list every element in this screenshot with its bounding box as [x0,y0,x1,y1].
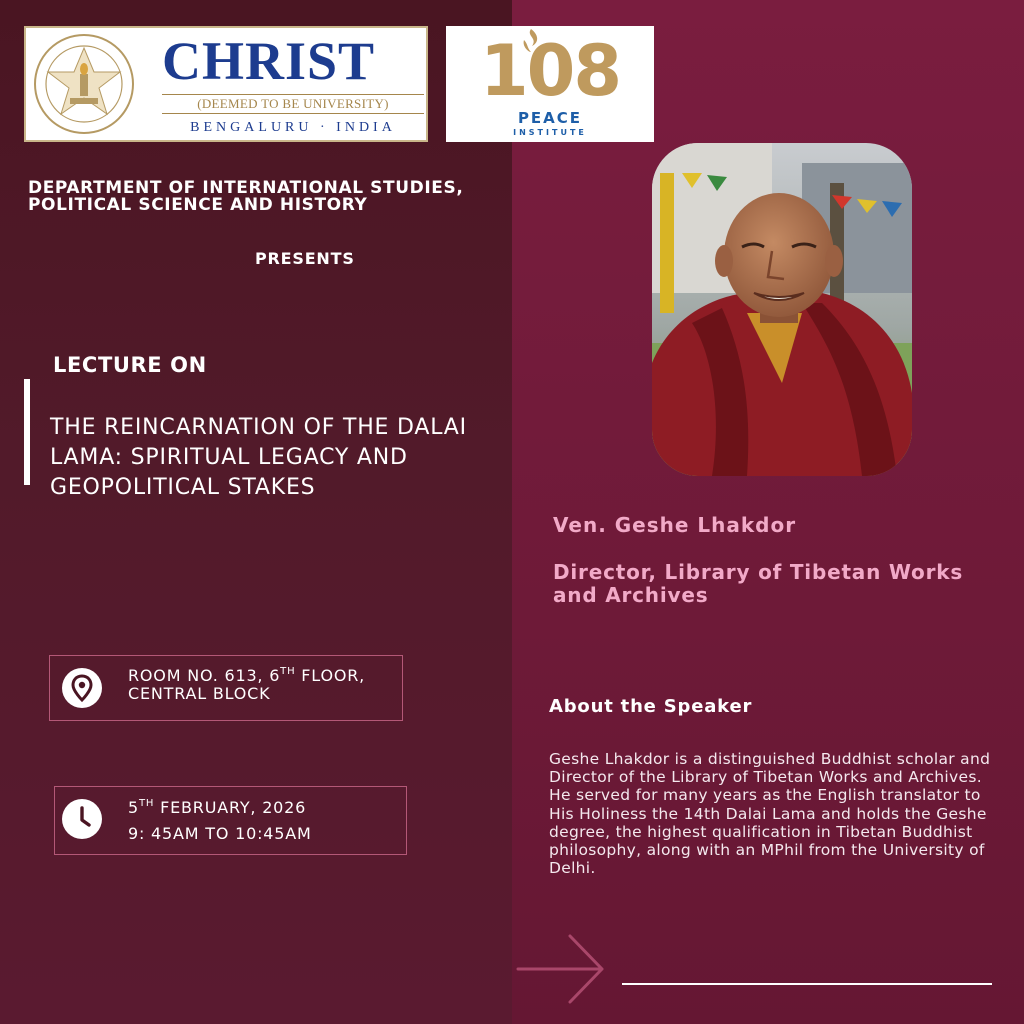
clock-icon [62,799,102,839]
christ-university-seal-icon [32,32,136,136]
arrow-right-icon [516,932,608,1006]
christ-wordmark: CHRIST [162,31,376,91]
schedule-text [128,799,312,843]
event-time: 9: 45AM TO 10:45AM [128,824,312,843]
venue-line-1: ROOM NO. 613, 6TH FLOOR, [128,666,366,685]
divider-line [622,983,992,985]
presents-label: PRESENTS [255,249,355,268]
peace-subtitle: INSTITUTE [513,128,587,137]
christ-location: BENGALURU · INDIA [190,120,396,135]
lecture-title: THE REINCARNATION OF THE DALAI LAMA: SPIRITUAL LEGACY AND GEOPOLITICAL STAKES [50,415,467,500]
peace-number: 108 [479,30,621,112]
christ-university-logo [24,26,428,142]
venue-box [49,655,403,721]
event-date: 5TH FEBRUARY, 2026 [128,798,307,817]
about-body: Geshe Lhakdor is a distinguished Buddhist scholar and Director of the Library of Tibetan Works and Archives. He served for many years as the English translator to His Holiness the 14th Dalai Lama and holds the Geshe degree, the highest qualification in Tibetan Buddhist philosophy, along with an MPhil from the University of Delhi. [549,750,991,878]
peace-institute-logo [446,26,654,142]
about-heading: About the Speaker [549,696,753,717]
speaker-portrait [652,143,912,476]
christ-subtitle: (DEEMED TO BE UNIVERSITY) [162,94,424,114]
location-pin-icon [62,668,102,708]
department-name: DEPARTMENT OF INTERNATIONAL STUDIES, POLITICAL SCIENCE AND HISTORY [28,178,464,215]
speaker-role: Director, Library of Tibetan Works and Archives [553,560,964,607]
venue-text [128,667,365,703]
venue-line-2: CENTRAL BLOCK [128,684,271,703]
speaker-name: Ven. Geshe Lhakdor [553,513,797,537]
accent-bar [24,379,30,485]
schedule-box [54,786,407,855]
peace-name: PEACE [517,109,583,127]
lecture-label: LECTURE ON [53,353,207,377]
